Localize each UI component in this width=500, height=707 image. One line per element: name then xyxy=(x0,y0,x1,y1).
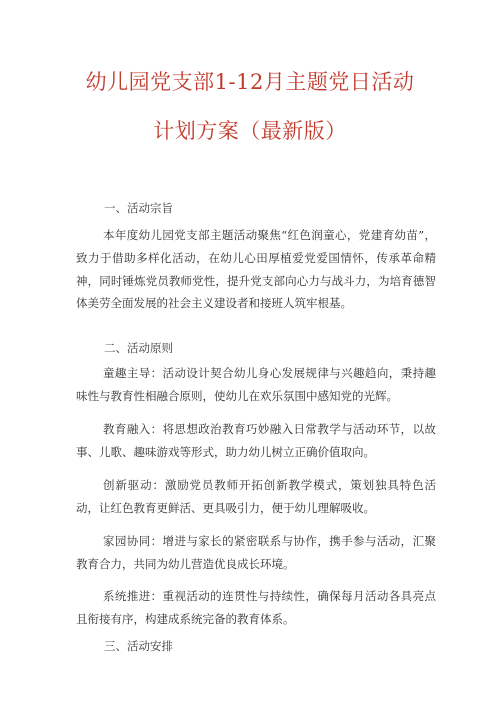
paragraph-principle-systematic: 系统推进：重视活动的连贯性与持续性，确保每月活动各具亮点且衔接有序，构建成系统完备的教育体系。 xyxy=(76,589,436,626)
section-heading-principles: 二、活动原则 xyxy=(104,341,173,355)
paragraph-principle-education: 教育融入：将思想政治教育巧妙融入日常教学与活动环节，以故事、儿歌、趣味游戏等形式，助力幼儿树立正确价值取向。 xyxy=(76,422,436,459)
section-heading-schedule: 三、活动安排 xyxy=(104,639,173,653)
document-title-line1: 幼儿园党支部1-12月主题党日活动 xyxy=(85,70,415,94)
paragraph-principle-innovation: 创新驱动：激励党员教师开拓创新教学模式，策划独具特色活动，让红色教育更鲜活、更具吸引力，便于幼儿理解吸收。 xyxy=(76,478,436,515)
paragraph-purpose: 本年度幼儿园党支部主题活动聚焦“红色润童心，党建育幼苗”，致力于借助多样化活动，在幼儿心田厚植爱党爱国情怀，传承革命精神，同时锤炼党员教师党性，提升党支部向心力与战斗力，为培育德智体美劳全面发展的社会主义建设者和接班人筑牢根基。 xyxy=(76,228,436,311)
paragraph-principle-fun: 童趣主导：活动设计契合幼儿身心发展规律与兴趣趋向，秉持趣味性与教育性相融合原则，使幼儿在欢乐氛围中感知党的光辉。 xyxy=(76,366,436,403)
paragraph-principle-home-school: 家园协同：增进与家长的紧密联系与协作，携手参与活动，汇聚教育合力，共同为幼儿营造优良成长环境。 xyxy=(76,534,436,571)
section-heading-purpose: 一、活动宗旨 xyxy=(104,201,173,215)
document-title-line2: 计划方案（最新版） xyxy=(153,119,347,143)
